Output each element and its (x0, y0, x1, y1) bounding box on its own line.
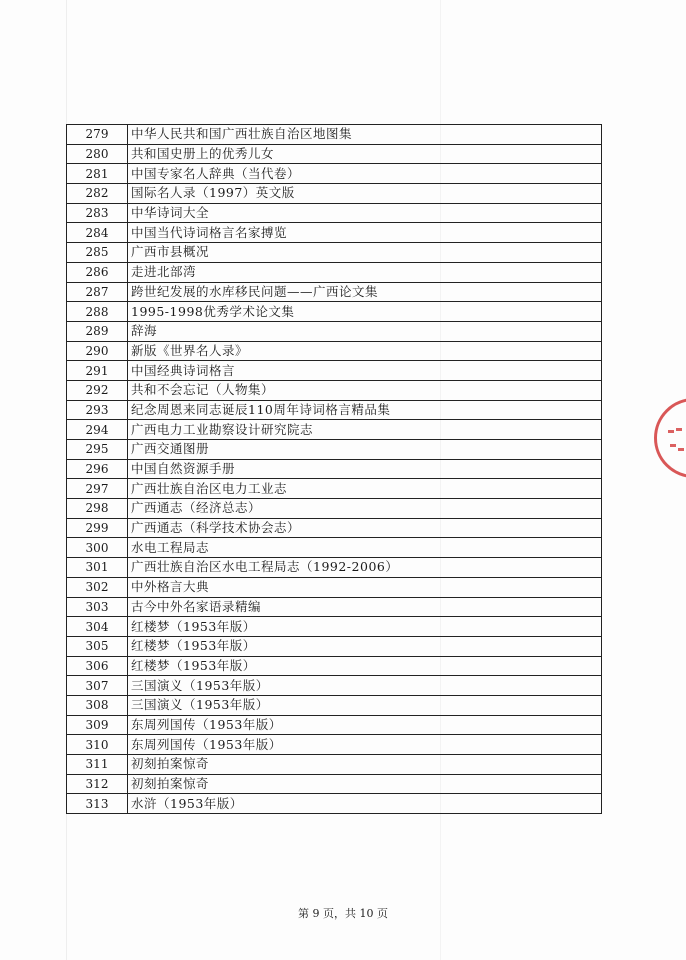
seal-mark (670, 444, 676, 447)
book-title: 中国自然资源手册 (128, 459, 602, 479)
row-number: 299 (67, 518, 128, 538)
book-title: 中国当代诗词格言名家搏览 (128, 223, 602, 243)
table-row (67, 558, 602, 578)
seal-mark (668, 430, 674, 433)
row-number: 288 (67, 302, 128, 322)
row-number: 280 (67, 144, 128, 164)
book-title: 红楼梦（1953年版） (128, 617, 602, 637)
table-row (67, 695, 602, 715)
row-number: 291 (67, 361, 128, 381)
row-number: 313 (67, 794, 128, 814)
table-row (67, 282, 602, 302)
book-title: 东周列国传（1953年版） (128, 715, 602, 735)
table-row (67, 440, 602, 460)
row-number: 292 (67, 380, 128, 400)
table-row (67, 125, 602, 145)
row-number: 290 (67, 341, 128, 361)
book-title: 中外格言大典 (128, 577, 602, 597)
row-number: 304 (67, 617, 128, 637)
row-number: 285 (67, 243, 128, 263)
book-title: 广西市县概况 (128, 243, 602, 263)
row-number: 282 (67, 184, 128, 204)
table-row (67, 577, 602, 597)
table-row (67, 499, 602, 519)
row-number: 279 (67, 125, 128, 145)
table-row (67, 243, 602, 263)
table-row (67, 203, 602, 223)
row-number: 301 (67, 558, 128, 578)
book-title: 辞海 (128, 321, 602, 341)
row-number: 281 (67, 164, 128, 184)
row-number: 296 (67, 459, 128, 479)
table-row (67, 321, 602, 341)
table-row (67, 184, 602, 204)
book-title: 广西通志（经济总志） (128, 499, 602, 519)
book-title: 中华人民共和国广西壮族自治区地图集 (128, 125, 602, 145)
row-number: 307 (67, 676, 128, 696)
table-row (67, 380, 602, 400)
book-title: 共和不会忘记（人物集） (128, 380, 602, 400)
table-row (67, 223, 602, 243)
row-number: 300 (67, 538, 128, 558)
book-title: 广西壮族自治区水电工程局志（1992-2006） (128, 558, 602, 578)
row-number: 293 (67, 400, 128, 420)
book-title: 走进北部湾 (128, 262, 602, 282)
table-row (67, 636, 602, 656)
table-row (67, 617, 602, 637)
book-title: 水浒（1953年版） (128, 794, 602, 814)
table-row (67, 459, 602, 479)
book-title: 东周列国传（1953年版） (128, 735, 602, 755)
book-title: 广西电力工业勘察设计研究院志 (128, 420, 602, 440)
table-row (67, 262, 602, 282)
table-row (67, 597, 602, 617)
row-number: 303 (67, 597, 128, 617)
row-number: 305 (67, 636, 128, 656)
row-number: 286 (67, 262, 128, 282)
book-title: 中国专家名人辞典（当代卷） (128, 164, 602, 184)
book-title: 初刻拍案惊奇 (128, 774, 602, 794)
table-row (67, 656, 602, 676)
book-title: 中国经典诗词格言 (128, 361, 602, 381)
table-row (67, 676, 602, 696)
book-title: 国际名人录（1997）英文版 (128, 184, 602, 204)
table-row (67, 361, 602, 381)
table-row (67, 144, 602, 164)
row-number: 312 (67, 774, 128, 794)
book-title: 红楼梦（1953年版） (128, 636, 602, 656)
seal-mark (678, 448, 684, 451)
seal-mark (676, 428, 682, 431)
row-number: 284 (67, 223, 128, 243)
table-row (67, 735, 602, 755)
row-number: 295 (67, 440, 128, 460)
row-number: 283 (67, 203, 128, 223)
book-title: 初刻拍案惊奇 (128, 755, 602, 775)
book-title: 广西交通图册 (128, 440, 602, 460)
table-row (67, 538, 602, 558)
book-title: 红楼梦（1953年版） (128, 656, 602, 676)
table-row (67, 774, 602, 794)
book-title: 水电工程局志 (128, 538, 602, 558)
row-number: 297 (67, 479, 128, 499)
table-row (67, 302, 602, 322)
book-title: 跨世纪发展的水库移民问题——广西论文集 (128, 282, 602, 302)
table-row (67, 755, 602, 775)
book-list-body (67, 125, 602, 814)
book-title: 古今中外名家语录精编 (128, 597, 602, 617)
row-number: 298 (67, 499, 128, 519)
red-seal-stamp (654, 398, 686, 478)
row-number: 294 (67, 420, 128, 440)
row-number: 308 (67, 695, 128, 715)
book-title: 三国演义（1953年版） (128, 676, 602, 696)
table-row (67, 341, 602, 361)
seal-ring (654, 398, 686, 478)
book-title: 纪念周恩来同志诞辰110周年诗词格言精品集 (128, 400, 602, 420)
book-list-table (66, 124, 602, 814)
row-number: 310 (67, 735, 128, 755)
page-footer: 第 9 页，共 10 页 (298, 907, 388, 920)
book-title: 1995-1998优秀学术论文集 (128, 302, 602, 322)
table-row (67, 400, 602, 420)
row-number: 309 (67, 715, 128, 735)
table-row (67, 479, 602, 499)
row-number: 302 (67, 577, 128, 597)
book-title: 新版《世界名人录》 (128, 341, 602, 361)
row-number: 287 (67, 282, 128, 302)
table-row (67, 794, 602, 814)
table-row (67, 420, 602, 440)
book-title: 广西壮族自治区电力工业志 (128, 479, 602, 499)
row-number: 289 (67, 321, 128, 341)
book-title: 共和国史册上的优秀儿女 (128, 144, 602, 164)
table-row (67, 164, 602, 184)
book-title: 中华诗词大全 (128, 203, 602, 223)
row-number: 311 (67, 755, 128, 775)
book-title: 三国演义（1953年版） (128, 695, 602, 715)
row-number: 306 (67, 656, 128, 676)
table-row (67, 715, 602, 735)
book-title: 广西通志（科学技术协会志） (128, 518, 602, 538)
table-row (67, 518, 602, 538)
